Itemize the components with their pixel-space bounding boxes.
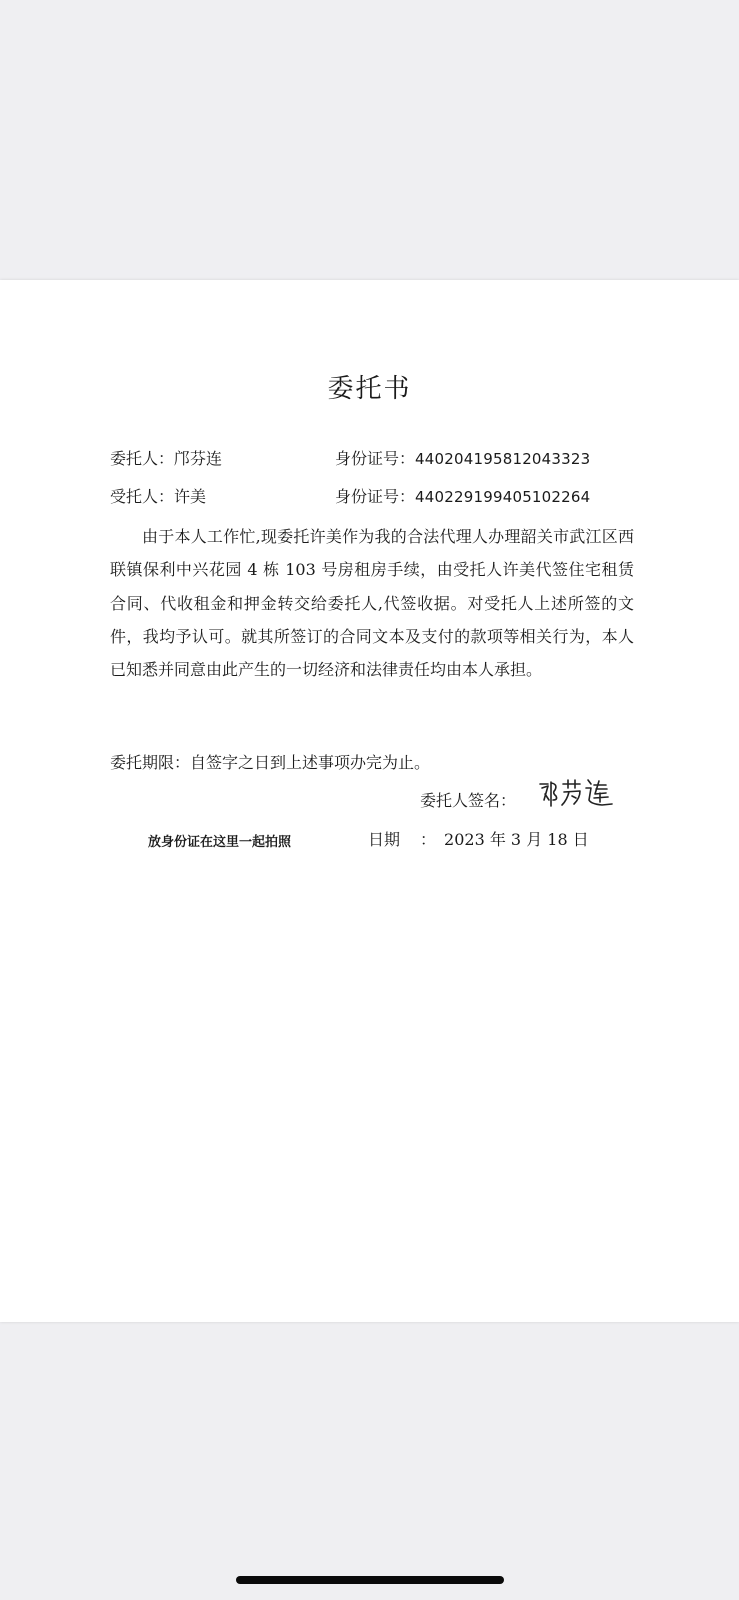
date-line bbox=[368, 827, 589, 850]
agent-name: 许美 bbox=[174, 487, 207, 506]
principal-row bbox=[110, 446, 630, 470]
agent-name-block bbox=[110, 484, 206, 507]
photo-instruction-note: 放身份证在这里一起拍照 bbox=[148, 835, 292, 850]
agent-id-number: 440229199405102264 bbox=[415, 488, 591, 506]
principal-label: 委托人： bbox=[110, 449, 175, 468]
principal-id-block bbox=[335, 446, 590, 469]
agent-row bbox=[110, 484, 630, 508]
agent-id-label: 身份证号： bbox=[335, 487, 416, 506]
date-separator: ： bbox=[420, 830, 437, 849]
agent-label: 受托人： bbox=[110, 487, 175, 506]
term-line bbox=[110, 750, 430, 773]
principal-name: 邝芬连 bbox=[174, 449, 223, 468]
document-page bbox=[0, 280, 739, 1322]
principal-id-label: 身份证号： bbox=[335, 449, 416, 468]
agent-id-block bbox=[335, 484, 590, 507]
signature-label: 委托人签名： bbox=[420, 791, 517, 810]
term-label: 委托期限： bbox=[110, 753, 191, 772]
home-indicator[interactable] bbox=[236, 1576, 504, 1584]
principal-name-block bbox=[110, 446, 222, 469]
document-title: 委托书 bbox=[327, 374, 412, 404]
body-paragraph: 由于本人工作忙,现委托许美作为我的合法代理人办理韶关市武江区西联镇保利中兴花园 4 栋 103 号房租房手续，由受托人许美代签住宅租赁合同、代收租金和押金转交给委托人,代签收据。对受托人上述所签的文件，我均予认可。就其所签订的合同文本及支付的款项等相关行为，本人已知悉并同意由此产生的一切经济和法律责任均由本人承担。 bbox=[110, 527, 634, 680]
term-value: 自签字之日到上述事项办完为止。 bbox=[190, 753, 431, 772]
handwritten-signature bbox=[536, 774, 616, 814]
principal-id-number: 440204195812043323 bbox=[415, 450, 591, 468]
date-label: 日期 bbox=[368, 830, 401, 849]
date-value: 2023 年 3 月 18 日 bbox=[444, 830, 589, 849]
